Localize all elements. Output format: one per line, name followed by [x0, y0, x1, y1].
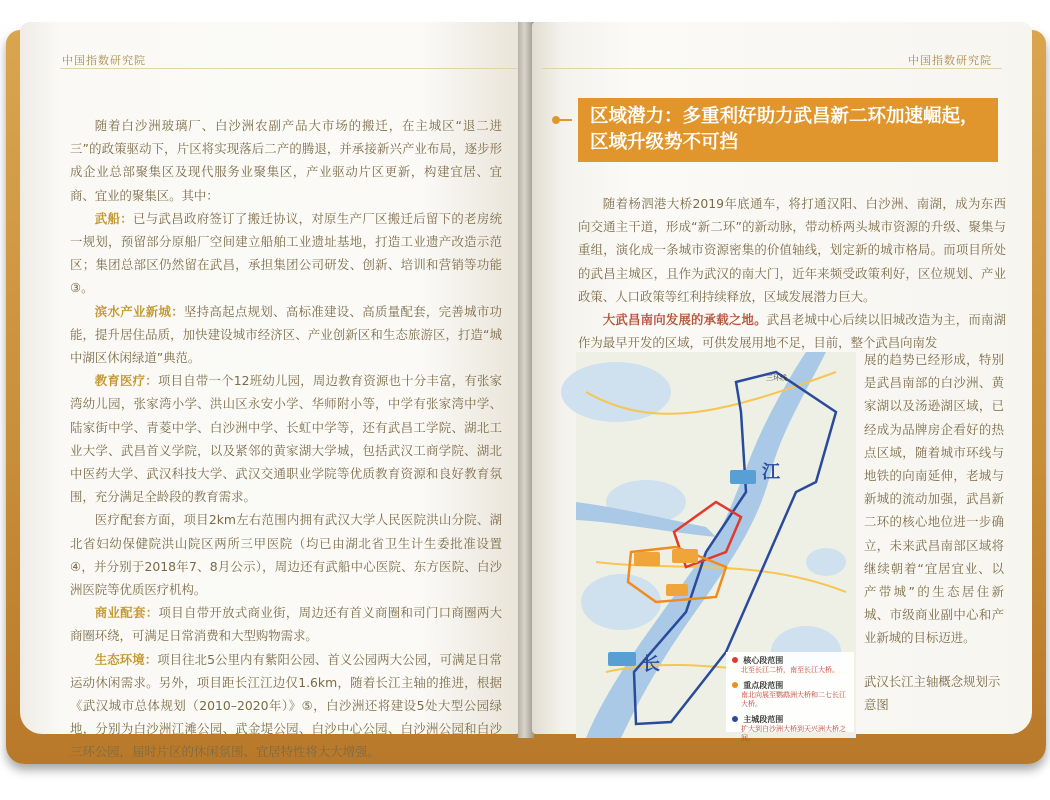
open-book: [6, 22, 1046, 762]
legend-dot-icon: [732, 657, 738, 663]
map-legend: [732, 656, 852, 743]
binshui-paragraph: [70, 300, 502, 370]
intro-paragraph: 随着白沙洲玻璃厂、白沙洲农副产品大市场的搬迁，在主城区“退二进三”的政策驱动下，片区将实现落后二产的腾退，并承接新兴产业布局，逐步形成企业总部聚集区及现代服务业聚集区，产业驱动片区更新，构建宜居、宜商、宜业的聚集区。其中：: [70, 118, 502, 203]
eco-label: 生态环境：: [94, 651, 158, 667]
wuchuan-paragraph: [70, 207, 502, 300]
south-dev-text: 武昌老城中心后续以旧城改造为主，而南湖作为最早开发的区域，可供发展用地不足，目前，整个武昌向南发: [578, 312, 1007, 351]
title-connector: [558, 119, 572, 121]
legend-key-title: 重点段范围: [743, 681, 784, 690]
legend-dot-icon: [732, 682, 738, 688]
legend-key-desc: 南北向展至鹦鹉洲大桥和二七长江大桥。: [741, 691, 846, 708]
legend-item-main: [732, 715, 852, 743]
edu-text: 项目自带一个12班幼儿园，周边教育资源也十分丰富，有张家湾幼儿园，张家湾小学、洪山区永安小学、华师附小等，中学有张家湾中学、陆家街中学、青菱中学、白沙洲中学、长虹中学等，还有武昌工学院、湖北工业大学、武昌首义学院，以及紧邻的黄家湖大学城，包括武汉工商学院、湖北中医药大学、武汉科技大学、武汉交通职业学院等优质教育资源和良好教育氛围，充分满足全龄段的教育需求。: [70, 373, 502, 505]
eco-text: 项目往北5公里内有紫阳公园、首义公园两大公园，可满足日常运动休闲需求。另外，项目距长江江边仅1.6km，随着长江主轴的推进，根据《武汉城市总体规划（2010–2020年）》⑤，白沙洲还将建设5处大型公园绿地，分别为白沙洲江滩公园、武金堤公园、白沙中心公园、白沙洲公园和白沙三环公园，届时片区的休闲氛围、宜居特性将大大增强。: [70, 651, 503, 760]
commerce-text: 项目自带开放式商业街，周边还有首义商圈和司门口商圈两大商圈环绕，可满足日常消费和大型购物需求。: [70, 605, 503, 644]
right-running-head: 中国指数研究院: [908, 54, 992, 67]
edu-paragraph: [70, 369, 502, 508]
legend-main-desc: 扩大到白沙洲大桥到天兴洲大桥之间。: [741, 725, 846, 742]
legend-dot-icon: [732, 716, 738, 722]
right-page-body: [578, 192, 1006, 354]
section-title: 区域潜力：多重利好助力武昌新二环加速崛起，区域升级势不可挡: [578, 98, 998, 162]
map-caption: 武汉长江主轴概念规划示意图: [864, 674, 1001, 713]
right-head-rule: [542, 68, 1002, 69]
medical-paragraph: 医疗配套方面，项目2km左右范围内拥有武汉大学人民医院洪山分院、湖北省妇幼保健院洪山院区两所三甲医院（均已由湖北省卫生计生委批准设置④，并分别于2018年7、8月公示），周边还有武船中心医院、东方医院、白沙洲医院等优质医疗机构。: [70, 512, 502, 598]
binshui-label: 滨水产业新城：: [94, 303, 184, 319]
yangtze-axis-map: [576, 352, 856, 742]
commerce-label: 商业配套：: [94, 605, 159, 621]
south-dev-continued: 展的趋势已经形成，特别是武昌南部的白沙洲、黄家湖以及汤逊湖区域，已经成为品牌房企看好的热点区域，随着城市环线与地铁的向南延伸，老城与新城的流动加强，武昌新二环的核心地位进一步确立，未来武昌南部区域将继续朝着“宜居宜业、以产带城”的生态居住新城、市级商业副中心和产业新城的目标迈进。: [864, 352, 1004, 646]
left-page: [20, 22, 520, 760]
eco-paragraph: [70, 648, 502, 764]
legend-item-key: [732, 681, 852, 709]
river-label-chang: 长: [642, 654, 660, 675]
left-running-head: 中国指数研究院: [62, 54, 146, 67]
legend-main-title: 主城段范围: [743, 715, 784, 724]
left-page-body: [70, 114, 502, 764]
legend-item-core: [732, 656, 852, 675]
river-label-jiang: 江: [762, 462, 780, 483]
legend-core-desc: 北至长江二桥，南至长江大桥。: [741, 666, 839, 674]
commerce-paragraph: [70, 601, 502, 647]
wuchuan-label: 武船：: [94, 210, 134, 226]
south-dev-label: 大武昌南向发展的承载之地。: [602, 312, 767, 328]
right-page: [532, 22, 1032, 742]
wuchuan-text: 已与武昌政府签订了搬迁协议，对原生产厂区搬迁后留下的老房统一规划，预留部分原船厂空间建立船舶工业遗址基地，打造工业遗产改造示范区；集团总部区仍然留在武昌，承担集团公司研发、创新、培训和营销等功能③。: [70, 210, 503, 296]
potential-paragraph: 随着杨泗港大桥2019年底通车，将打通汉阳、白沙洲、南湖，成为东西向交通主干道，形成“新二环”的新动脉，带动桥两头城市资源的升级、聚集与重组，演化成一条城市资源密集的价值轴线，划定新的城市格局。而项目所处的武昌主城区，且作为武汉的南大门，近年来频受政策利好，区位规划、产业政策、人口政策等红利持续释放，区域发展潜力巨大。: [578, 196, 1006, 304]
left-head-rule: [60, 68, 520, 69]
ring-road-label: 三环线: [766, 374, 787, 382]
edu-label: 教育医疗：: [94, 373, 158, 389]
legend-core-title: 核心段范围: [743, 656, 784, 665]
binshui-text: 坚持高起点规划、高标准建设、高质量配套，完善城市功能，提升居住品质，加快建设城市经济区、产业创新区和生态旅游区，打造“城中湖区休闲绿道”典范。: [70, 303, 503, 366]
